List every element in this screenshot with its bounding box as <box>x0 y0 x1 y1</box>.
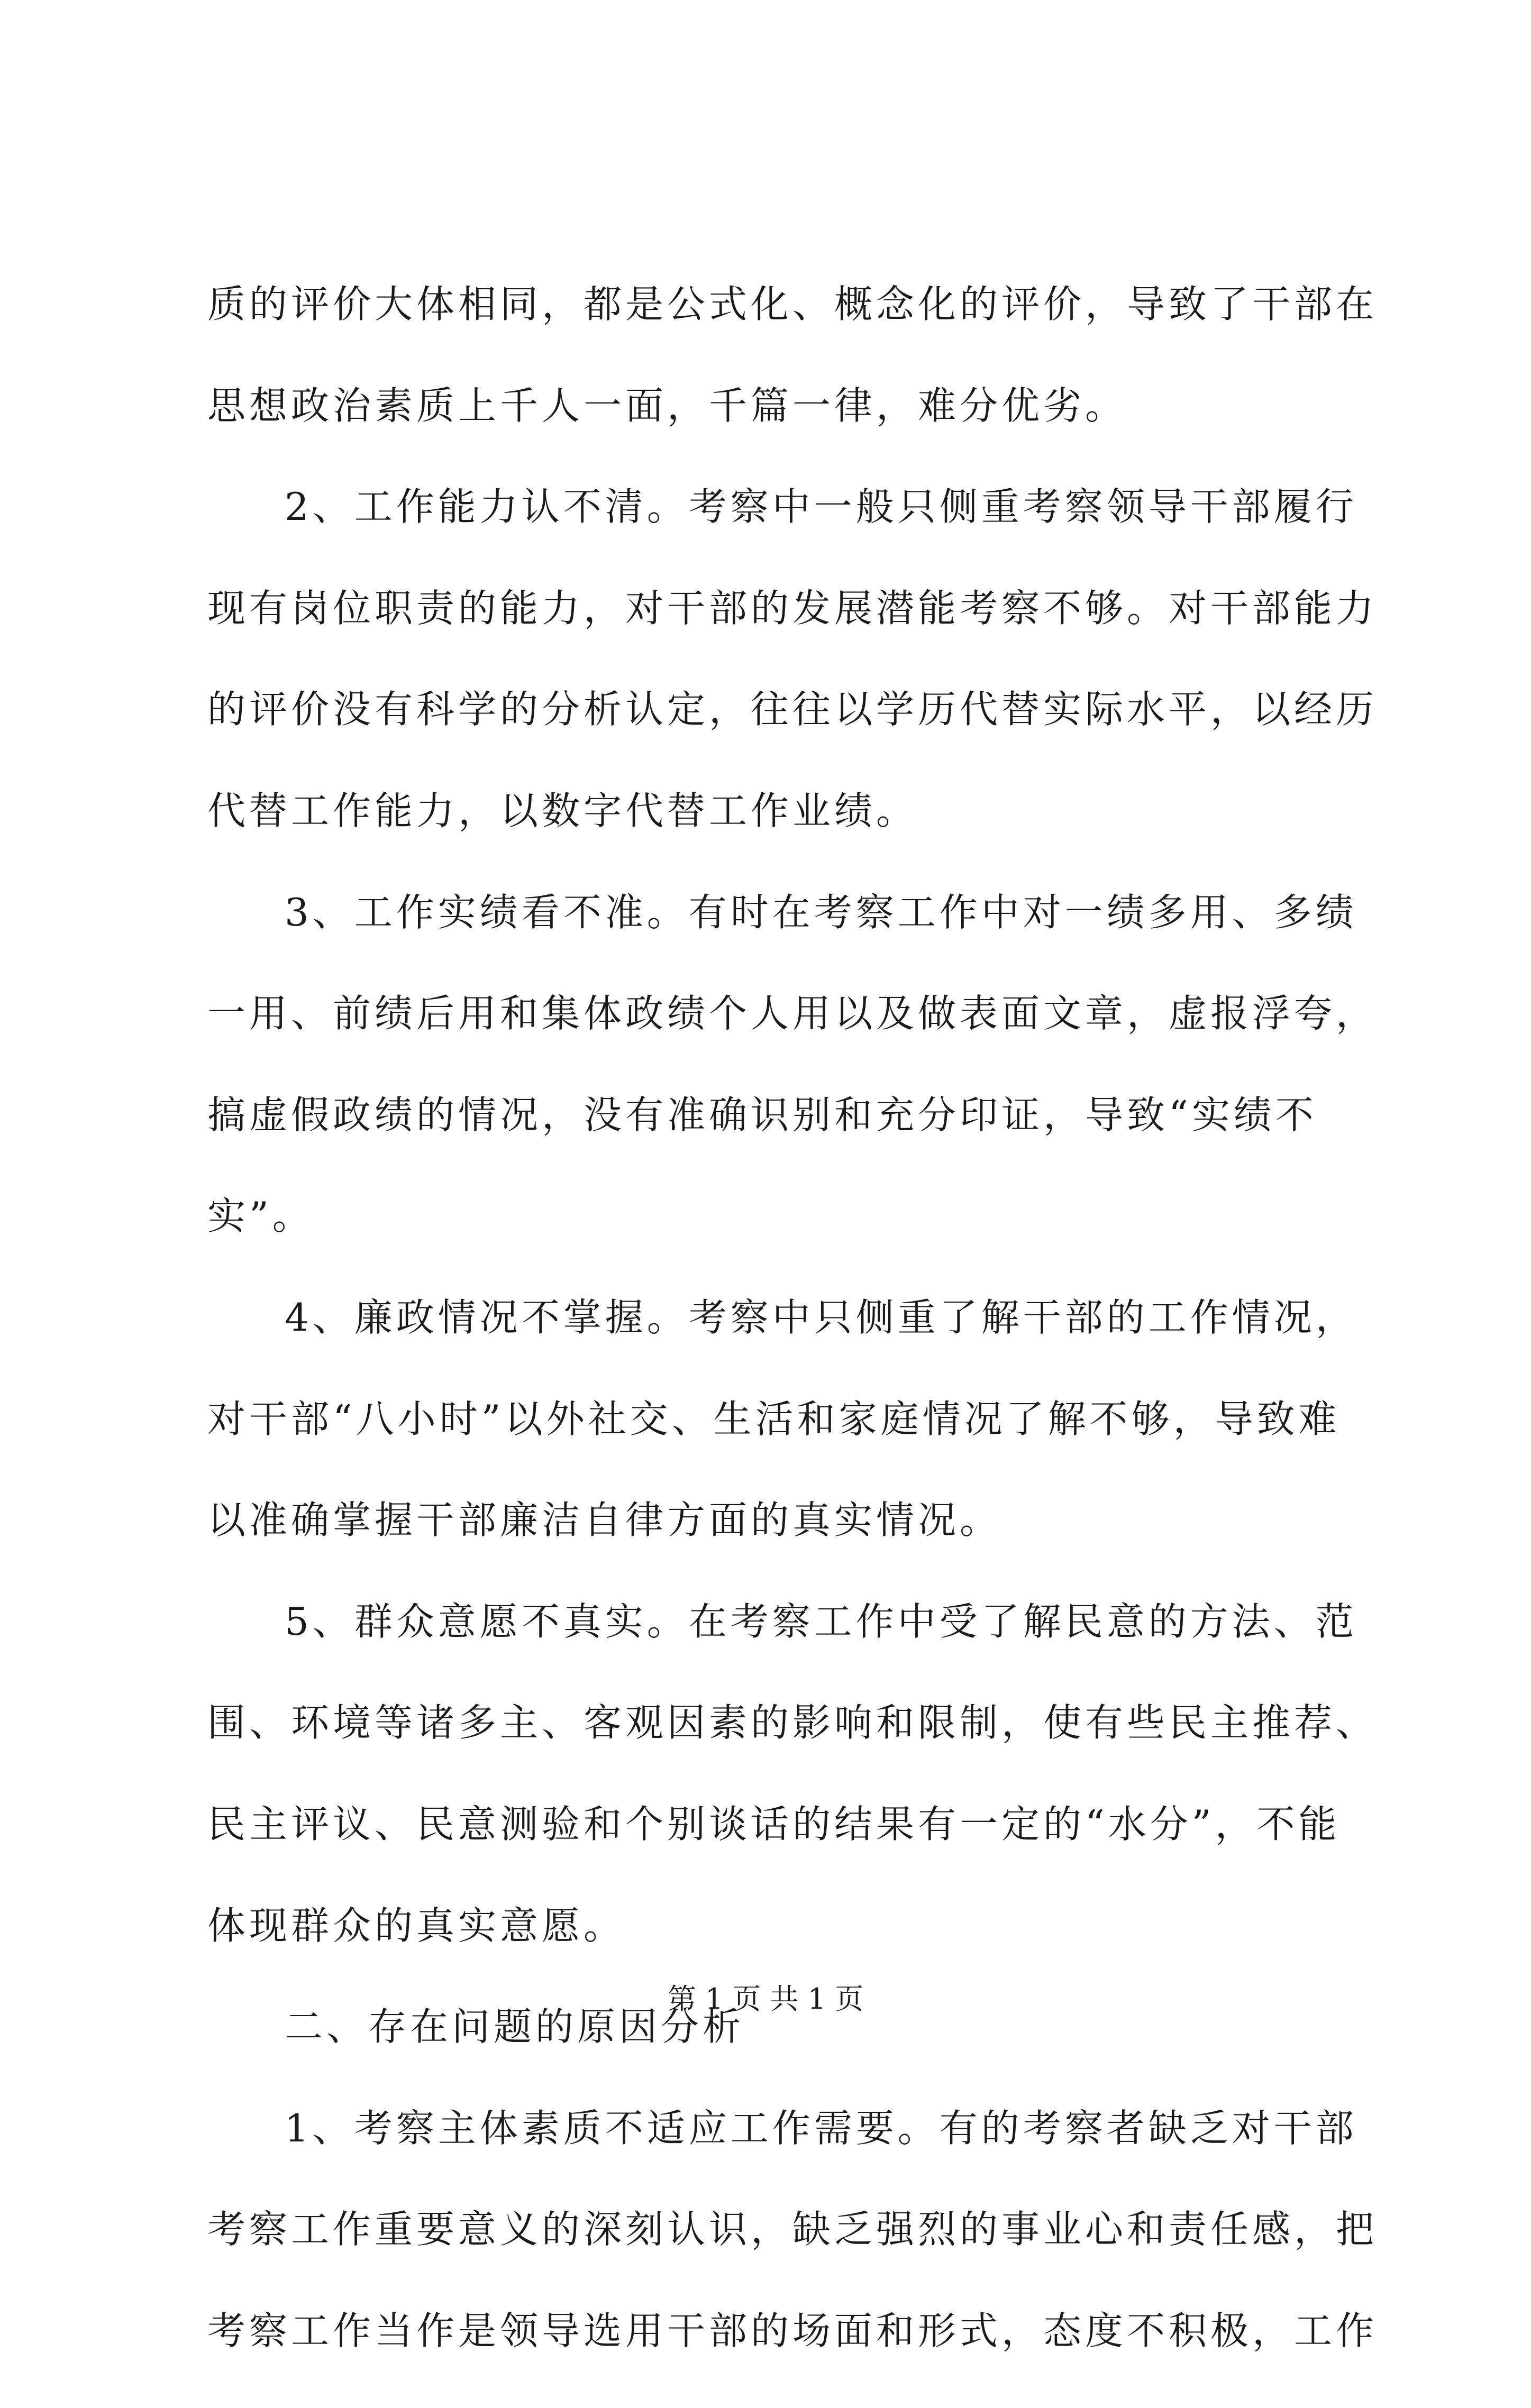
text-line: 3、工作实绩看不准。有时在考察工作中对一绩多用、多绩 <box>285 890 1357 935</box>
text-line: 民主评议、民意测验和个别谈话的结果有一定的“水分”，不能 <box>207 1801 1341 1846</box>
text-line: 的评价没有科学的分析认定，往往以学历代替实际水平，以经历 <box>207 687 1378 732</box>
page-footer <box>0 1981 1531 2018</box>
text-line: 考察工作当作是领导选用干部的场面和形式，态度不积极，工作 <box>207 2308 1378 2353</box>
text-line: 1、考察主体素质不适应工作需要。有的考察者缺乏对干部 <box>285 2105 1357 2150</box>
text-line: 体现群众的真实意愿。 <box>207 1903 626 1948</box>
text-line: 2、工作能力认不清。考察中一般只侧重考察领导干部履行 <box>285 484 1357 529</box>
text-line: 对干部“八小时”以外社交、生活和家庭情况了解不够，导致难 <box>207 1396 1341 1441</box>
text-line: 现有岗位职责的能力，对干部的发展潜能考察不够。对干部能力 <box>207 585 1378 630</box>
text-line: 围、环境等诸多主、客观因素的影响和限制，使有些民主推荐、 <box>207 1700 1378 1745</box>
text-line: 实”。 <box>207 1194 314 1239</box>
text-line: 一用、前绩后用和集体政绩个人用以及做表面文章，虚报浮夸， <box>207 991 1378 1036</box>
page-number-label: 第 1 页 共 1 页 <box>667 1982 864 2016</box>
text-line: 质的评价大体相同，都是公式化、概念化的评价，导致了干部在 <box>207 282 1378 326</box>
text-line: 5、群众意愿不真实。在考察工作中受了解民意的方法、范 <box>285 1599 1357 1644</box>
document-body <box>207 280 1378 2408</box>
text-line: 搞虚假政绩的情况，没有准确识别和充分印证，导致“实绩不 <box>207 1092 1317 1137</box>
text-line: 以准确掌握干部廉洁自律方面的真实情况。 <box>207 1498 1002 1543</box>
text-line: 思想政治素质上千人一面，千篇一律，难分优劣。 <box>207 383 1127 428</box>
section-heading: 二、存在问题的原因分析 <box>285 2004 745 2049</box>
text-line: 代替工作能力，以数字代替工作业绩。 <box>207 788 918 833</box>
text-line: 考察工作重要意义的深刻认识，缺乏强烈的事业心和责任感，把 <box>207 2207 1378 2252</box>
text-line: 4、廉政情况不掌握。考察中只侧重了解干部的工作情况， <box>285 1295 1357 1340</box>
